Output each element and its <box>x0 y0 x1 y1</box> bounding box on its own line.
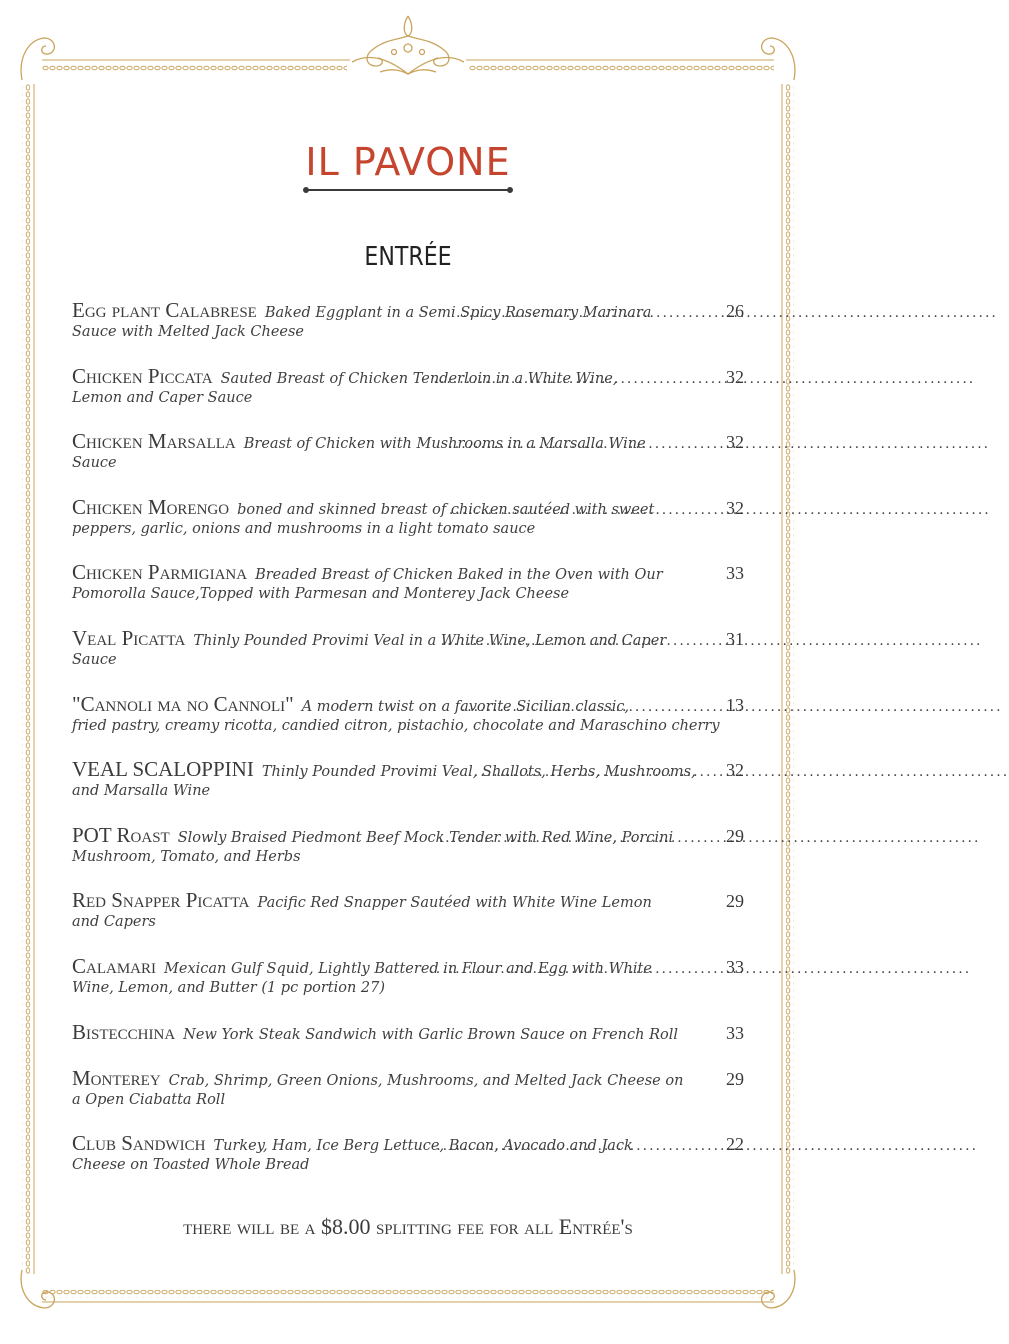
item-price: 31 <box>726 628 744 649</box>
item-name: Red Snapper Picatta <box>72 888 250 913</box>
item-description: Pacific Red Snapper Sautéed with White Wine Lemon <box>257 895 652 912</box>
divider-dot-left <box>303 187 309 193</box>
item-description-continued: Sauce <box>72 455 117 472</box>
item-description-continued: Pomorolla Sauce,Topped with Parmesan and Monterey Jack Cheese <box>72 586 570 603</box>
menu-item <box>72 495 744 561</box>
dot-leader <box>429 961 724 977</box>
item-name: Chicken Piccata <box>72 363 213 388</box>
item-name: VEAL SCALOPPINI <box>72 757 254 782</box>
dot-leader <box>449 502 724 518</box>
menu-item <box>72 888 744 954</box>
border-bottom <box>42 1290 774 1302</box>
item-price: 29 <box>726 891 744 912</box>
menu-item <box>72 954 744 1020</box>
item-name: Egg plant Calabrese <box>72 298 257 322</box>
border-right <box>782 84 794 1274</box>
menu-items-list <box>72 298 744 1197</box>
item-price: 32 <box>726 497 744 518</box>
dot-leader <box>439 830 724 846</box>
splitting-fee-note: there will be a $8.00 splitting fee for all Entrée's <box>183 1214 633 1239</box>
item-description-continued: Wine, Lemon, and Butter (1 pc portion 27) <box>72 979 386 996</box>
dot-leader <box>461 699 724 715</box>
item-price: 13 <box>726 694 744 715</box>
item-price: 32 <box>726 366 744 387</box>
menu-item <box>72 692 744 758</box>
item-name: Veal Picatta <box>72 625 186 650</box>
item-price: 29 <box>726 1068 744 1089</box>
item-price: 32 <box>726 432 744 453</box>
dot-leader <box>433 371 724 387</box>
item-description: Turkey, Ham, Ice Berg Lettuce, Bacon, Avocado and Jack <box>213 1138 633 1155</box>
menu-item <box>72 1131 744 1197</box>
item-description: Crab, Shrimp, Green Onions, Mushrooms, and Melted Jack Cheese on <box>168 1072 684 1089</box>
divider-dot-right <box>507 187 513 193</box>
menu-item <box>72 364 744 430</box>
dot-leader <box>467 764 724 780</box>
item-description-continued: Mushroom, Tomato, and Herbs <box>72 848 301 865</box>
item-description-continued: Sauce with Melted Jack Cheese <box>72 324 305 340</box>
dot-leader <box>456 305 724 321</box>
item-description: Slowly Braised Piedmont Beef Mock Tender with Red Wine, Porcini <box>177 829 674 846</box>
crest-flourish-icon <box>352 16 464 74</box>
item-name: Chicken Morengo <box>72 494 230 519</box>
item-price: 33 <box>726 956 744 977</box>
item-description: Thinly Pounded Provimi Veal, Shallots, Herbs, Mushrooms, <box>261 764 696 781</box>
item-price: 33 <box>726 563 744 584</box>
item-name: POT Roast <box>72 822 170 847</box>
menu-item <box>72 1020 744 1066</box>
item-price: 22 <box>726 1134 744 1155</box>
item-price: 32 <box>726 760 744 781</box>
item-description: Sauted Breast of Chicken Tenderloin in a White Wine, <box>220 370 618 387</box>
menu-item <box>72 1066 744 1132</box>
dot-leader <box>436 1138 724 1154</box>
item-description-continued: Cheese on Toasted Whole Bread <box>72 1157 310 1174</box>
border-top <box>42 60 774 72</box>
item-description: Breast of Chicken with Mushrooms in a Marsalla Wine <box>243 436 646 453</box>
item-description-continued: fried pastry, creamy ricotta, candied citron, pistachio, chocolate and Maraschino cherry <box>72 717 720 734</box>
item-name: Club Sandwich <box>72 1131 206 1156</box>
menu-item <box>72 823 744 889</box>
item-price: 33 <box>726 1022 744 1043</box>
item-description: Mexican Gulf Squid, Lightly Battered in Flour and Egg with White <box>164 960 652 977</box>
restaurant-title: IL PAVONE <box>305 140 511 184</box>
item-description: Breaded Breast of Chicken Baked in the Oven with Our <box>255 567 663 584</box>
item-description-continued: Sauce <box>72 651 117 668</box>
item-name: Monterey <box>72 1065 161 1090</box>
section-heading: ENTRÉE <box>364 242 452 272</box>
item-description-continued: Lemon and Caper Sauce <box>72 389 253 406</box>
dot-leader <box>448 436 724 452</box>
item-price: 26 <box>726 301 744 321</box>
menu-item <box>72 560 744 626</box>
item-description: A modern twist on a favorite Sicilian classic, <box>301 698 630 715</box>
border-left <box>22 84 34 1274</box>
item-name: Chicken Parmigiana <box>72 560 248 585</box>
item-description-continued: and Marsalla Wine <box>72 783 211 800</box>
menu-item <box>72 429 744 495</box>
title-divider <box>306 189 510 191</box>
item-name: Calamari <box>72 953 157 978</box>
item-name: Chicken Marsalla <box>72 429 236 454</box>
item-description: Thinly Pounded Provimi Veal in a White Wine, Lemon and Caper <box>193 632 667 649</box>
item-description: New York Steak Sandwich with Garlic Brown Sauce on French Roll <box>183 1026 678 1043</box>
menu-item <box>72 757 744 823</box>
item-price: 29 <box>726 825 744 846</box>
item-description-continued: and Capers <box>72 914 156 931</box>
menu-item <box>72 298 744 364</box>
dot-leader <box>441 633 724 649</box>
item-name: Bistecchina <box>72 1019 176 1044</box>
menu-item <box>72 626 744 692</box>
item-description-continued: a Open Ciabatta Roll <box>72 1091 226 1108</box>
item-name: "Cannoli ma no Cannoli" <box>72 691 294 716</box>
item-description: boned and skinned breast of chicken sautéed with sweet <box>237 501 655 518</box>
item-description-continued: peppers, garlic, onions and mushrooms in a light tomato sauce <box>72 520 536 537</box>
item-description: Baked Eggplant in a Semi Spicy Rosemary Marinara <box>264 305 652 321</box>
